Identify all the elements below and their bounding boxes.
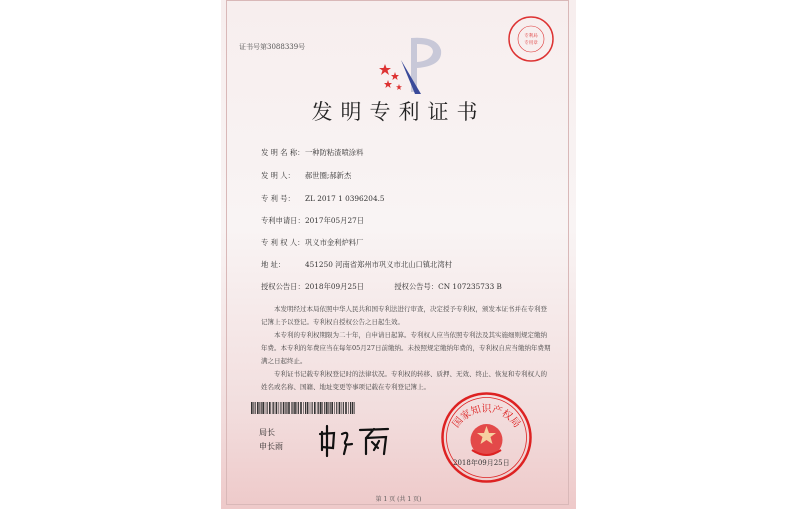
barcode-bar <box>259 402 260 414</box>
certificate-body <box>261 303 551 394</box>
barcode-bar <box>251 402 253 414</box>
barcode-bar <box>300 402 302 414</box>
barcode-bar <box>265 402 266 414</box>
barcode-bar <box>257 402 259 414</box>
barcode-bar <box>298 402 299 414</box>
barcode-bar <box>322 402 323 414</box>
inventor-field: 发 明 人： 郝世圈;郝新杰 <box>261 171 352 180</box>
barcode-bar <box>292 402 293 414</box>
invention-name-field: 发 明 名 称：一种防粘渣喷涂料 <box>261 148 364 157</box>
svg-text:国家知识产权局: 国家知识产权局 <box>450 403 523 431</box>
application-date-field: 专利申请日：2017年05月27日 <box>261 216 365 225</box>
barcode-bar <box>352 402 354 414</box>
patent-certificate <box>221 0 576 509</box>
barcode <box>251 402 357 414</box>
barcode-bar <box>272 402 273 414</box>
barcode-bar <box>262 402 264 414</box>
barcode-bar <box>285 402 286 414</box>
barcode-bar <box>348 402 349 414</box>
body-paragraph: 本发明经过本局依照中华人民共和国专利法进行审查，决定授予专利权，颁发本证书并在专利登记簿上予以登记。专利权自授权公告之日起生效。 <box>261 305 547 326</box>
patent-office-stamp <box>506 14 556 64</box>
barcode-bar <box>336 402 337 414</box>
national-ip-seal <box>439 390 534 485</box>
barcode-bar <box>343 402 344 414</box>
seal-date: 2018年09月25日 <box>453 459 510 467</box>
barcode-bar <box>317 402 318 414</box>
barcode-bar <box>269 402 271 414</box>
barcode-bar <box>354 402 355 414</box>
svg-text:专利局: 专利局 <box>524 34 538 39</box>
patentee-field: 专 利 权 人：巩义市金利炉料厂 <box>261 238 364 247</box>
barcode-bar <box>307 402 309 414</box>
signature-role: 局长 <box>259 428 275 437</box>
barcode-bar <box>283 402 285 414</box>
barcode-bar <box>324 402 325 414</box>
barcode-bar <box>312 402 313 414</box>
barcode-bar <box>255 402 256 414</box>
address-field: 地 址： 451250 河南省郑州市巩义市北山口镇北湾村 <box>261 260 452 269</box>
barcode-bar <box>328 402 329 414</box>
patent-office-logo <box>371 30 461 100</box>
certificate-number: 证书号第3088339号 <box>239 43 306 51</box>
barcode-bar <box>280 402 281 414</box>
patent-number-field: 专 利 号： ZL 2017 1 0396204.5 <box>261 194 385 203</box>
barcode-bar <box>276 402 278 414</box>
barcode-bar <box>286 402 287 414</box>
page-number: 第 1 页 (共 1 页) <box>375 496 422 503</box>
barcode-bar <box>310 402 311 414</box>
barcode-bar <box>341 402 342 414</box>
barcode-bar <box>267 402 268 414</box>
barcode-bar <box>261 402 262 414</box>
barcode-bar <box>345 402 347 414</box>
barcode-bar <box>326 402 328 414</box>
barcode-bar <box>339 402 341 414</box>
grant-date-field: 授权公告日：2018年09月25日 授权公告号：CN 107235733 B <box>261 282 502 291</box>
barcode-bar <box>279 402 280 414</box>
barcode-bar <box>294 402 296 414</box>
barcode-bar <box>291 402 292 414</box>
barcode-bar <box>314 402 316 414</box>
barcode-bar <box>297 402 298 414</box>
handwritten-signature <box>316 420 396 460</box>
barcode-bar <box>331 402 333 414</box>
body-paragraph: 专利证书记载专利权登记时的法律状况。专利权的转移、质押、无效、终止、恢复和专利权人的姓名或名称、国籍、地址变更等事项记载在专利登记簿上。 <box>261 370 547 391</box>
barcode-bar <box>350 402 351 414</box>
barcode-bar <box>320 402 322 414</box>
barcode-bar <box>305 402 306 414</box>
barcode-bar <box>303 402 304 414</box>
barcode-bar <box>330 402 331 414</box>
barcode-bar <box>334 402 335 414</box>
barcode-bar <box>253 402 254 414</box>
signature-name: 申长雨 <box>259 442 283 451</box>
certificate-title: 发明专利证书 <box>311 100 486 124</box>
barcode-bar <box>288 402 290 414</box>
barcode-bar <box>318 402 319 414</box>
body-paragraph: 本专利的专利权期限为二十年，自申请日起算。专利权人应当依照专利法及其实施细则规定缴纳年费。本专利的年费应当在每年05月27日前缴纳。未按照规定缴纳年费的，专利权自应当缴纳年费期满之日起终止。 <box>261 331 551 365</box>
barcode-bar <box>273 402 274 414</box>
svg-text:专用章: 专用章 <box>524 41 538 46</box>
